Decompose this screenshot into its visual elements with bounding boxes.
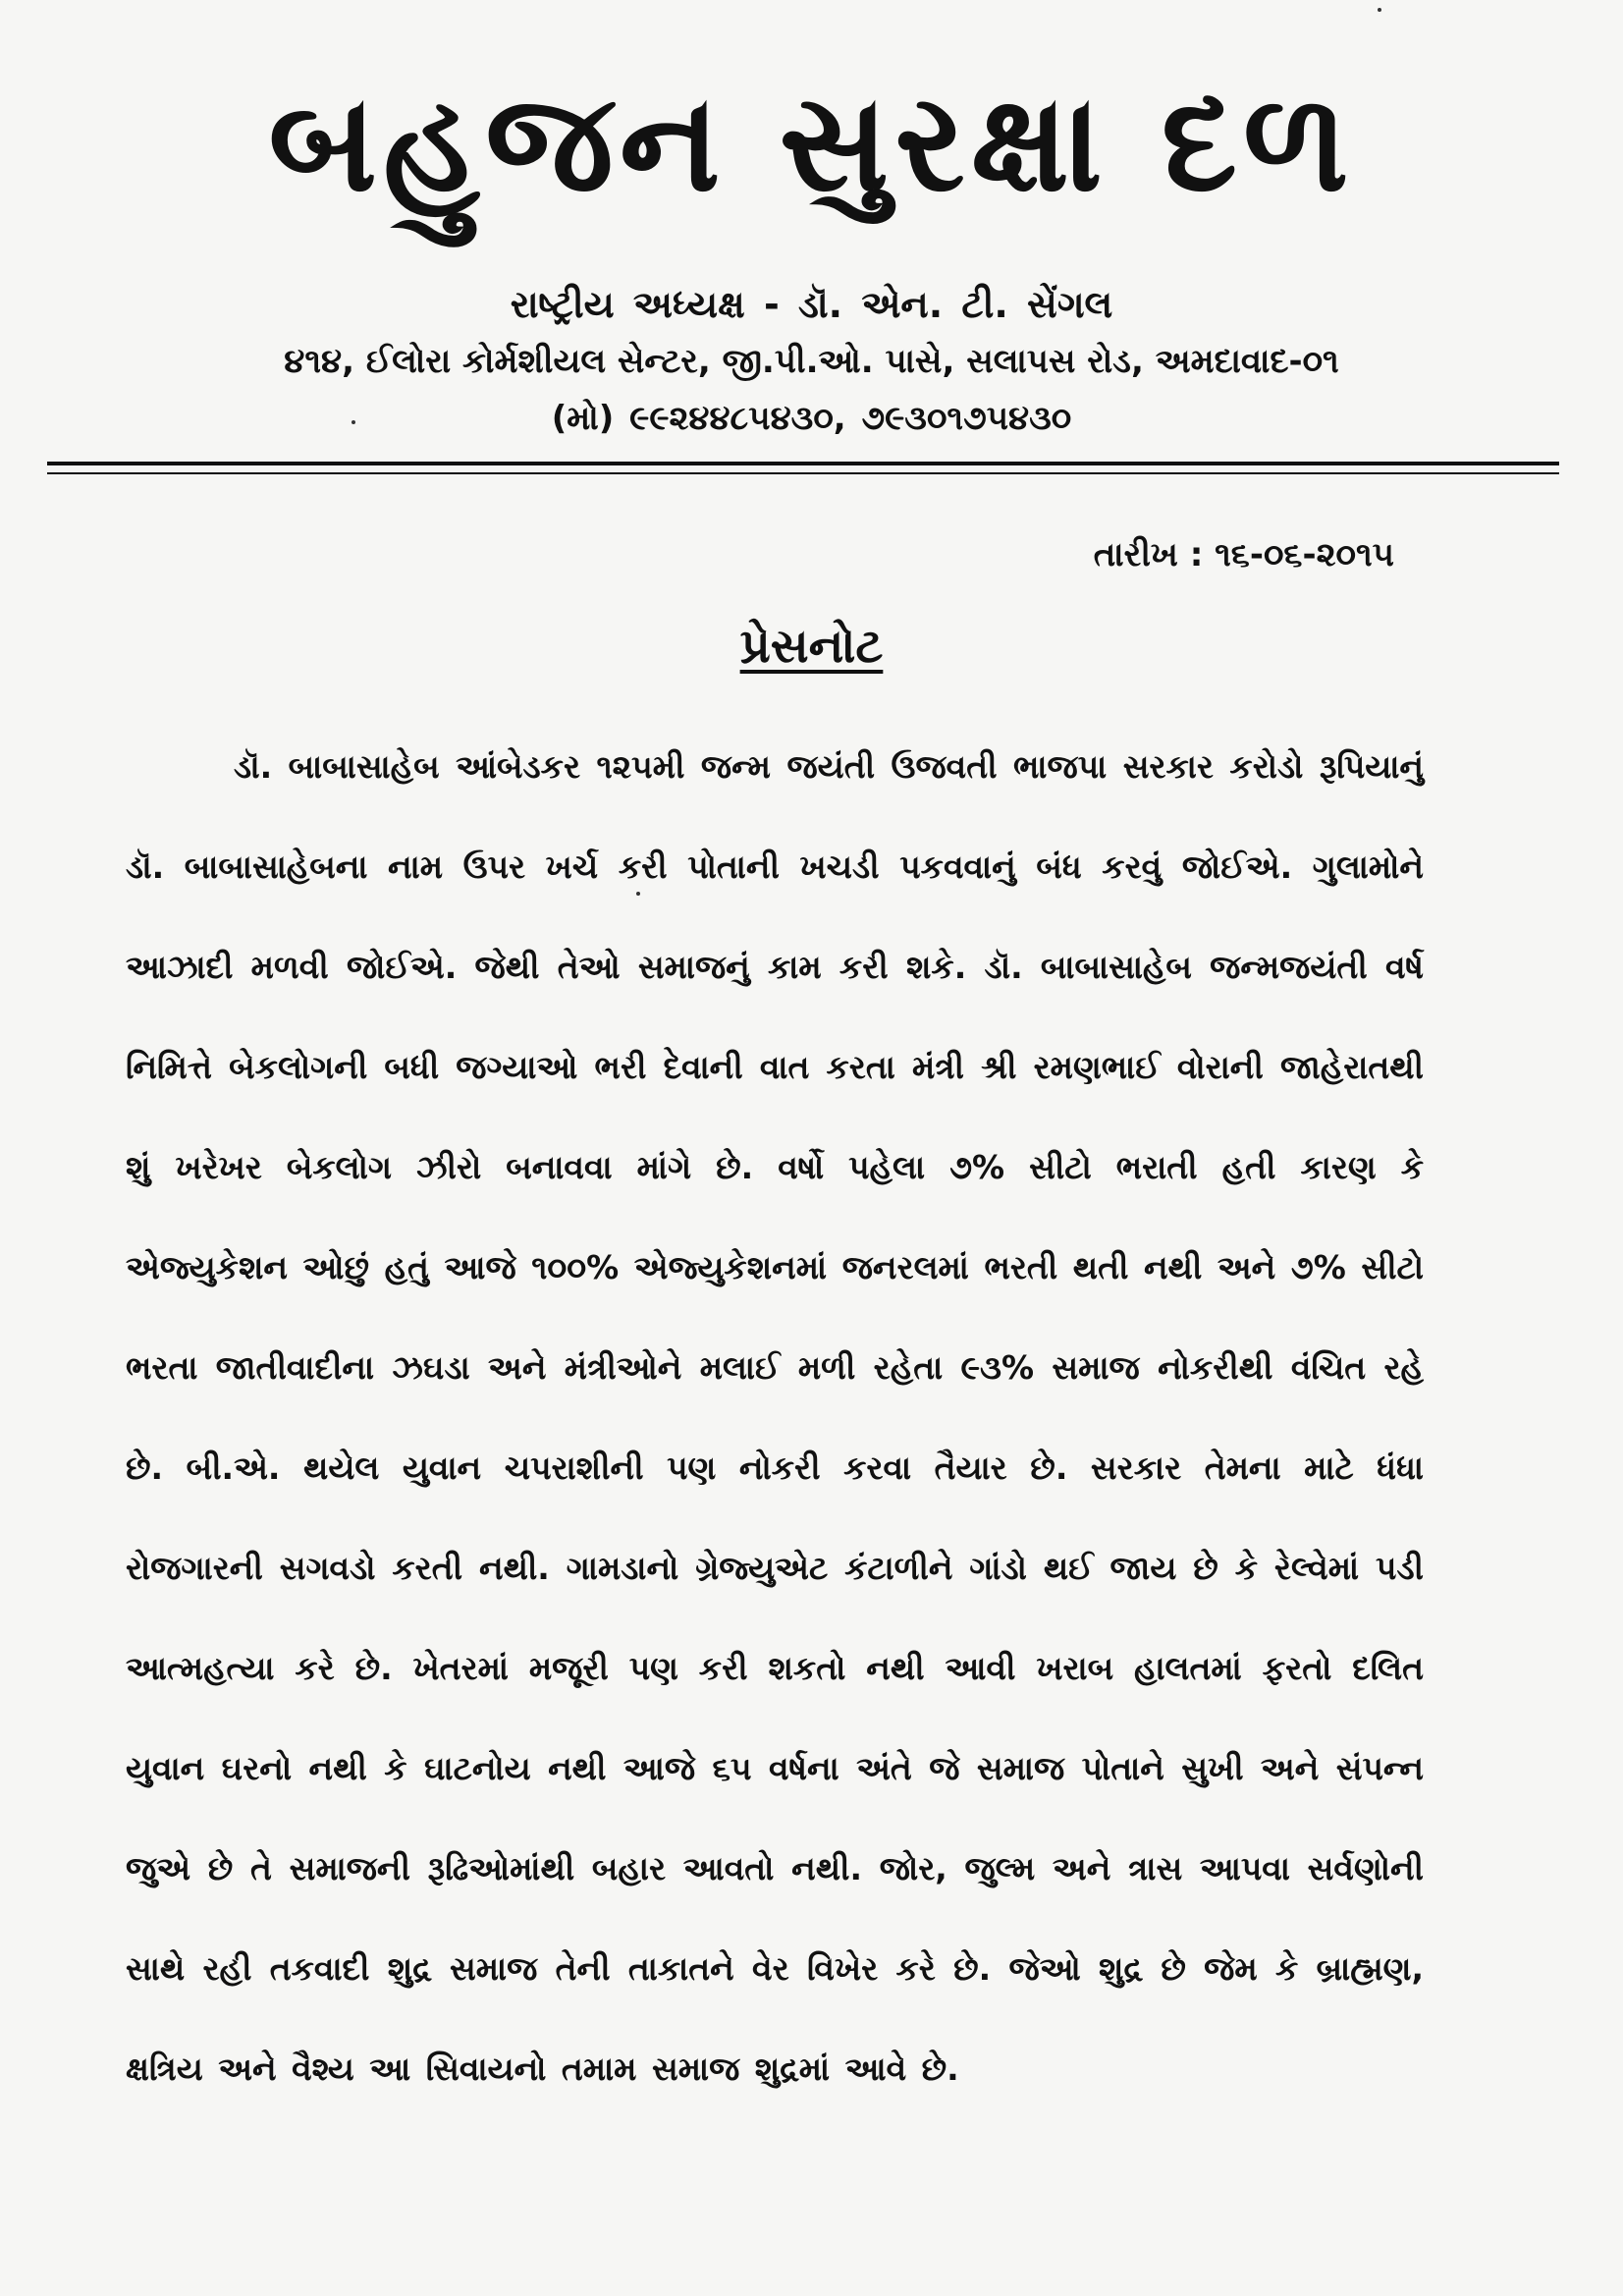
president-line: રાષ્ટ્રીય અધ્યક્ષ - ડૉ. એન. ટી. સેંગલ (510, 283, 1113, 326)
header-rule-thick (47, 462, 1559, 465)
document-title: પ્રેસનોટ (739, 619, 884, 674)
header-rule-thin (47, 472, 1559, 474)
press-note-body: ડૉ. બાબાસાહેબ આંબેડકર ૧૨૫મી જન્મ જયંતી ઉજવતી ભાજપા સરકાર કરોડો રૂપિયાનું ડૉ. બાબાસાહેબના નામ ઉપર ખર્ચ કરી પોતાની ખચડી પકવવાનું બંધ કરવું જોઈએ. ગુલામોને આઝાદી મળવી જોઈએ. જેથી તેઓ સમાજનું કામ કરી શકે. ડૉ. બાબાસાહેબ જન્મજયંતી વર્ષ નિમિત્તે બેકલોગની બધી જગ્યાઓ ભરી દેવાની વાત કરતા મંત્રી શ્રી રમણભાઈ વોરાની જાહેરાતથી શું ખરેખર બેકલોગ ઝીરો બનાવવા માંગે છે. વર્ષો પહેલા ૭% સીટો ભરાતી હતી કારણ કે એજ્યુકેશન ઓછું હતું આજે ૧૦૦% એજ્યુકેશનમાં જનરલમાં ભરતી થતી નથી અને ૭% સીટો ભરતા જાતીવાદીના ઝઘડા અને મંત્રીઓને મલાઈ મળી રહેતા ૯૩% સમાજ નોકરીથી વંચિત રહે છે. બી.એ. થયેલ યુવાન ચપરાશીની પણ નોકરી કરવા તૈયાર છે. સરકાર તેમના માટે ધંધા રોજગારની સગવડો કરતી નથી. ગામડાનો ગ્રેજ્યુએટ કંટાળીને ગાંડો થઈ જાય છે કે રેલ્વેમાં પડી આત્મહત્યા કરે છે. ખેતરમાં મજૂરી પણ કરી શકતો નથી આવી ખરાબ હાલતમાં ફરતો દલિત યુવાન ઘરનો નથી કે ઘાટનોય નથી આજે ૬૫ વર્ષના અંતે જે સમાજ પોતાને સુખી અને સંપન્ન જુએ છે તે સમાજની રૂઢિઓમાંથી બહાર આવતો નથી. જોર, જુલ્મ અને ત્રાસ આપવા સર્વણોની સાથે રહી તકવાદી શુદ્ર સમાજ તેની તાકાતને વેર વિખેર કરે છે. જેઓ શુદ્ર છે જેમ કે બ્રાહ્મણ, ક્ષત્રિય અને વૈશ્ય આ સિવાયનો તમામ સમાજ શુદ્રમાં આવે છે. (126, 747, 1424, 2088)
organization-name: બહુજન સુરક્ષા દળ (268, 64, 1355, 222)
scan-speck (636, 892, 640, 896)
date-line: તારીખ : ૧૬-૦૬-૨૦૧૫ (1093, 535, 1394, 574)
address-line: ૪૧૪, ઈલોરા કોર્મશીયલ સેન્ટર, જી.પી.ઓ. પાસે, સલાપસ રોડ, અમદાવાદ-૦૧ (284, 342, 1339, 381)
scan-speck (1378, 8, 1381, 12)
mobile-numbers: (મો) ૯૯૨૪૪૮૫૪૩૦, ૭૯૩૦૧૭૫૪૩૦ (551, 399, 1072, 438)
scan-speck (352, 420, 355, 424)
